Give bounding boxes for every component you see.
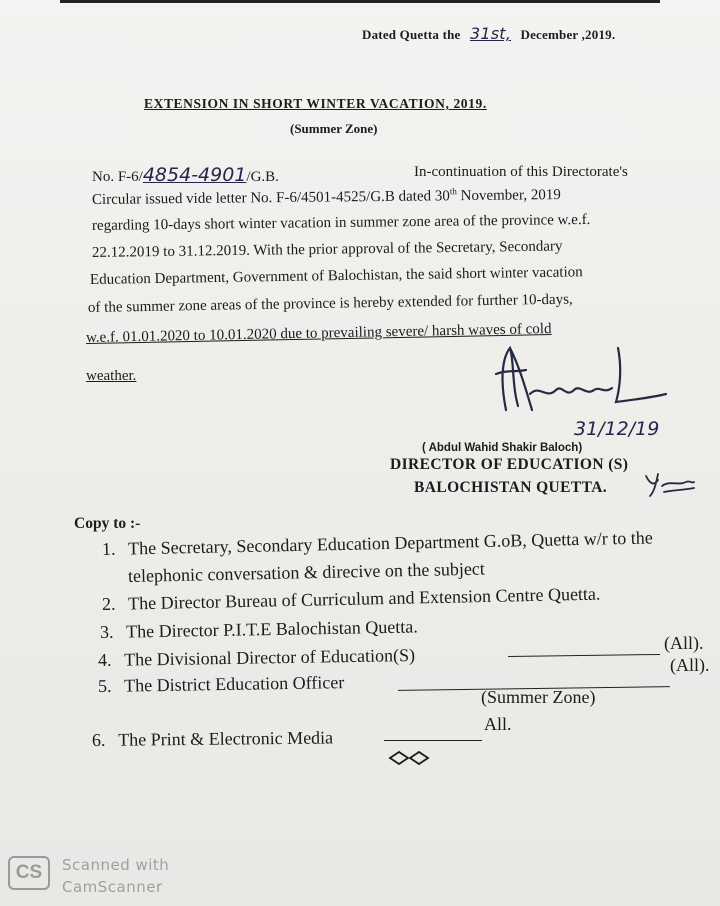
body-line-3: regarding 10-days short winter vacation in summer zone area of the province w.e.f. [91, 211, 591, 234]
signatory-name: ( Abdul Wahid Shakir Baloch) [422, 442, 583, 454]
copy-item-6 [92, 727, 333, 751]
copy-item-3 [100, 616, 418, 643]
watermark-line-1: Scanned with [62, 856, 170, 874]
copy-item-text: The Divisional Director of Education(S) [124, 645, 416, 670]
copy-to-heading: Copy to :- [74, 515, 141, 532]
date-prefix: Dated Quetta the [362, 27, 461, 42]
copy-item-number: 6. [91, 729, 106, 750]
body-line-7: w.e.f. 01.01.2020 to 10.01.2020 due to prevailing severe/ harsh waves of cold [85, 321, 552, 346]
body-line-6: of the summer zone areas of the province is hereby extended for further 10-days, [87, 291, 573, 316]
copy-item-5-note: (Summer Zone) [481, 687, 596, 707]
copy-item-5-suffix: (All). [670, 655, 710, 675]
copy-item-1-continued: telephonic conversation & direcive on the subject [127, 558, 486, 586]
reference-line [92, 164, 279, 186]
ref-prefix: No. F-6/ [92, 169, 143, 185]
date-line [362, 24, 615, 43]
body-line-1: In-continuation of this Directorate's [414, 164, 628, 180]
body-line-2 [92, 185, 561, 209]
handwritten-date-day: 31st, [469, 24, 512, 43]
copy-item-text: The Director Bureau of Curriculum and Extension Centre Quetta. [127, 583, 601, 614]
page-top-edge [60, 0, 660, 3]
body-line-4: 22.12.2019 to 31.12.2019. With the prior approval of the Secretary, Secondary [91, 238, 563, 261]
body-line-5: Education Department, Government of Balochistan, the said short winter vacation [89, 264, 583, 288]
handwritten-reference-number: 4854-4901 [142, 164, 247, 186]
copy-item-6-suffix: All. [484, 714, 512, 734]
ordinal-suffix: th [449, 186, 457, 197]
signatory-designation: DIRECTOR OF EDUCATION (S) [390, 456, 629, 473]
copy-item-text: The District Education Officer [124, 672, 345, 696]
body-line-2b: November, 2019 [456, 187, 561, 205]
document-title: EXTENSION IN SHORT WINTER VACATION, 2019. [144, 96, 487, 111]
copy-item-4-suffix: (All). [664, 633, 704, 653]
copy-item-text: The Director P.I.T.E Balochistan Quetta. [126, 616, 418, 642]
camscanner-logo: CS [8, 856, 50, 890]
date-suffix: December ,2019. [520, 27, 616, 42]
signatory-location: BALOCHISTAN QUETTA. [414, 479, 608, 496]
copy-item-4 [98, 645, 415, 671]
copy-item-text: The Secretary, Secondary Education Department G.oB, Quetta w/r to the [127, 527, 653, 559]
handwritten-signature-date: 31/12/19 [574, 418, 660, 440]
copy-item-1 [102, 527, 653, 560]
copy-item-text: The Print & Electronic Media [118, 727, 334, 750]
copy-item-number: 4. [97, 649, 112, 670]
initials-mark [644, 470, 696, 498]
ref-suffix: /G.B. [246, 169, 279, 185]
copy-item-number: 1. [101, 538, 116, 559]
body-line-8: weather. [86, 368, 137, 384]
signature-mark [470, 340, 670, 430]
body-line-2a: Circular issued vide letter No. F-6/4501-4525/G.B dated 30 [91, 188, 450, 208]
blank-line [384, 740, 482, 741]
end-ornament [388, 750, 430, 766]
copy-item-number: 2. [101, 593, 116, 614]
document-subtitle: (Summer Zone) [290, 121, 378, 136]
copy-item-2 [102, 584, 601, 615]
watermark-line-2: CamScanner [62, 878, 163, 896]
copy-item-number: 5. [97, 675, 112, 696]
copy-item-number: 3. [99, 621, 114, 642]
copy-item-5 [98, 672, 345, 697]
blank-line [508, 654, 660, 657]
